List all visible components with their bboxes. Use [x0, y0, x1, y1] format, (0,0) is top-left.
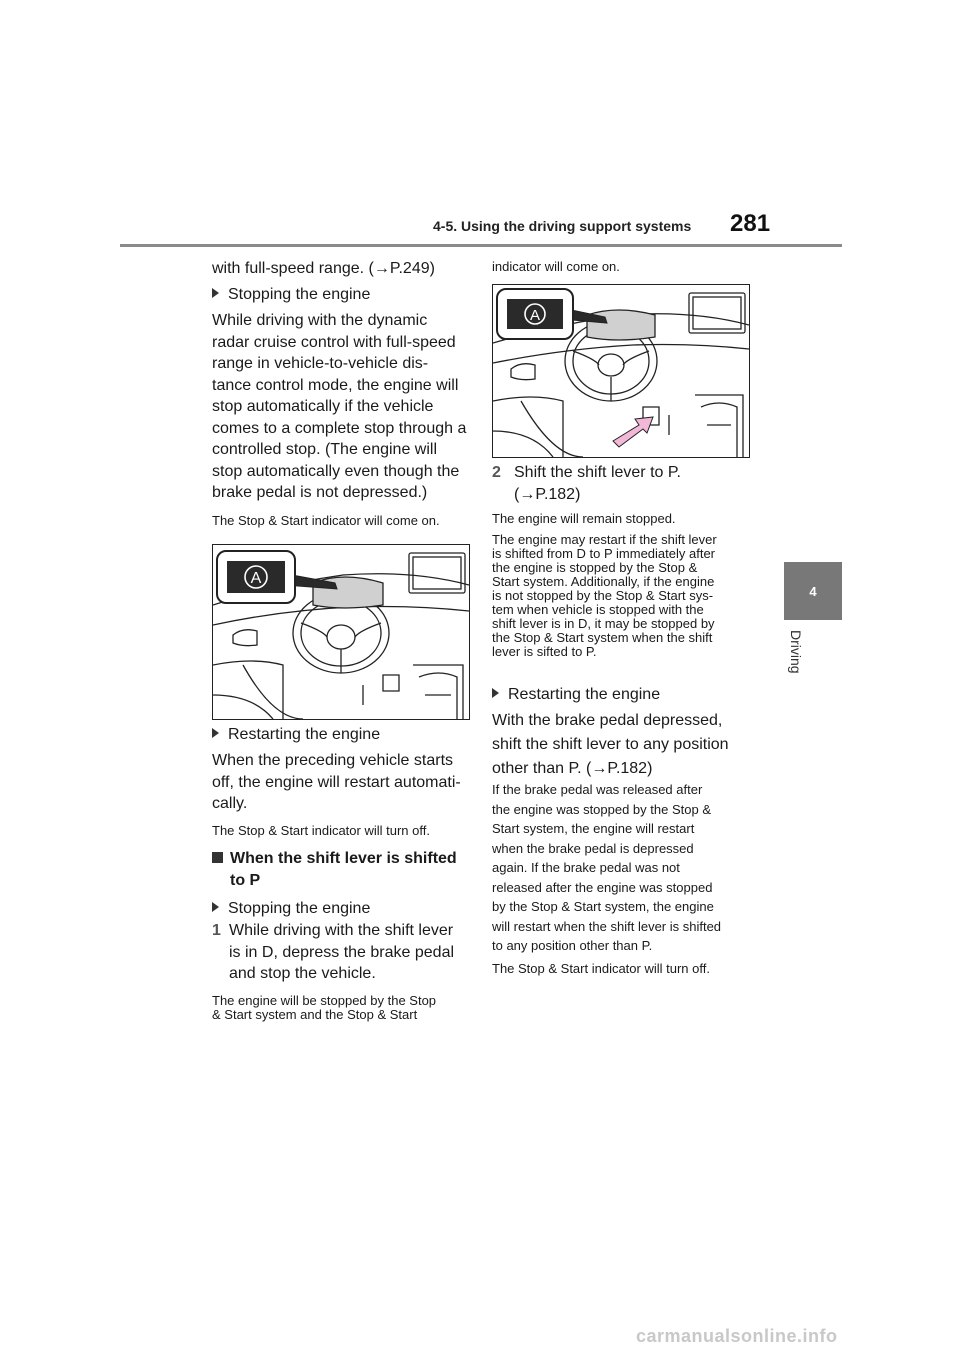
- dashboard-drawing: [493, 285, 749, 457]
- restart2-body: [492, 709, 752, 781]
- dashboard-illustration-1: [212, 544, 470, 720]
- intro-line: with full-speed range. (→P.249): [212, 260, 435, 277]
- text-line: comes to a complete stop through a: [212, 419, 467, 437]
- text-line: stop automatically if the vehicle: [212, 398, 434, 415]
- text-line: tem when vehicle is stopped with the: [492, 602, 704, 617]
- stop2-heading-row: [212, 898, 370, 920]
- text-line: The engine will be stopped by the Stop: [212, 993, 437, 1008]
- restart2-heading: Restarting the engine: [508, 686, 661, 703]
- stop1-heading: Stopping the engine: [228, 286, 371, 303]
- text-line: shift the shift lever to any position: [492, 736, 729, 753]
- chapter-label-text: Driving: [788, 630, 804, 674]
- text-line: is not stopped by the Stop & Start sys-: [492, 588, 714, 603]
- text-line: shift lever is in D, it may be stopped by: [492, 616, 715, 631]
- restart1-note: The Stop & Start indicator will turn off.: [212, 823, 430, 838]
- text-line: to any position other than P.: [492, 938, 653, 953]
- text-line: With the brake pedal depressed,: [492, 712, 723, 729]
- text-line: released after the engine was stopped: [492, 879, 713, 895]
- restart2-note: [492, 780, 762, 956]
- text-line: tance control mode, the engine will: [212, 376, 459, 394]
- text-line: will restart when the shift lever is shifted: [492, 918, 722, 934]
- section-title: 4-5. Using the driving support systems: [433, 218, 692, 234]
- text-line: lever is sifted to P.: [492, 644, 597, 659]
- text-line: The engine may restart if the shift lever: [492, 532, 717, 547]
- text-line: is in D, depress the brake pedal: [229, 943, 455, 961]
- text-line: radar cruise control with full-speed: [212, 333, 456, 351]
- stop1-heading-row: [212, 284, 370, 306]
- text-line: off, the engine will restart automati-: [212, 773, 461, 791]
- step2: [492, 462, 752, 505]
- restart2-heading-row: [492, 684, 660, 706]
- triangle-bullet-icon: [492, 688, 499, 698]
- chapter-tab: [784, 562, 842, 620]
- restart1-heading: Restarting the engine: [228, 726, 381, 743]
- text-line: controlled stop. (The engine will: [212, 441, 438, 458]
- text-line: When the preceding vehicle starts: [212, 752, 454, 769]
- text-line: brake pedal is not depressed.): [212, 484, 428, 501]
- square-bullet-icon: [212, 852, 223, 863]
- subsection-line-2: to P: [230, 871, 261, 889]
- restart1-body: [212, 750, 472, 815]
- step-number: 1: [212, 922, 221, 939]
- stop2-heading: Stopping the engine: [228, 900, 371, 917]
- text-line: cally.: [212, 795, 248, 812]
- text-line: range in vehicle-to-vehicle dis-: [212, 355, 429, 372]
- dashboard-illustration-2: [492, 284, 750, 458]
- text-line: If the brake pedal was released after: [492, 782, 703, 797]
- indicator-a-label: A: [529, 307, 541, 324]
- dashboard-drawing: [213, 545, 469, 719]
- triangle-bullet-icon: [212, 288, 219, 298]
- page-number: 281: [730, 210, 771, 237]
- text-line: is shifted from D to P immediately after: [492, 546, 716, 561]
- triangle-bullet-icon: [212, 728, 219, 738]
- header-rule: [120, 244, 842, 247]
- text-line: other than P. (→P.182): [492, 760, 653, 777]
- text-line: by the Stop & Start system, the engine: [492, 899, 714, 914]
- triangle-bullet-icon: [212, 902, 219, 912]
- text-line: While driving with the shift lever: [229, 922, 454, 939]
- text-line: the engine was stopped by the Stop &: [492, 801, 711, 817]
- indicator-a-label: A: [250, 570, 262, 587]
- subsection-heading: [212, 848, 457, 891]
- restart2-note2: The Stop & Start indicator will turn off.: [492, 961, 710, 976]
- text-line: again. If the brake pedal was not: [492, 860, 680, 875]
- text-line: stop automatically even though the: [212, 462, 460, 480]
- step2-note2: [492, 533, 752, 659]
- subsection-line: [212, 848, 457, 870]
- continued-note: indicator will come on.: [492, 259, 620, 274]
- restart1-heading-row: [212, 724, 380, 746]
- text-line: (→P.182): [514, 485, 581, 503]
- text-line: Start system, the engine will restart: [492, 821, 695, 836]
- subsection-line-1: When the shift lever is shifted: [230, 850, 457, 867]
- text-line: & Start system and the Stop & Start: [212, 1007, 418, 1022]
- chapter-number: 4: [809, 583, 817, 599]
- stop1-body: [212, 310, 472, 504]
- text-line: Start system. Additionally, if the engine: [492, 574, 715, 589]
- text-line: when the brake pedal is depressed: [492, 840, 694, 856]
- text-line: and stop the vehicle.: [229, 965, 376, 982]
- step1-note: [212, 994, 436, 1022]
- step-number: 2: [492, 464, 501, 481]
- text-line: Shift the shift lever to P.: [514, 464, 681, 481]
- stop1-note: The Stop & Start indicator will come on.: [212, 513, 440, 528]
- text-line: the engine is stopped by the Stop &: [492, 560, 698, 575]
- text-line: While driving with the dynamic: [212, 312, 428, 329]
- watermark: carmanualsonline.info: [636, 1326, 838, 1346]
- chapter-label: [786, 630, 806, 690]
- step1: [212, 920, 472, 985]
- step2-note1: The engine will remain stopped.: [492, 511, 676, 526]
- text-line: the Stop & Start system when the shift: [492, 630, 713, 645]
